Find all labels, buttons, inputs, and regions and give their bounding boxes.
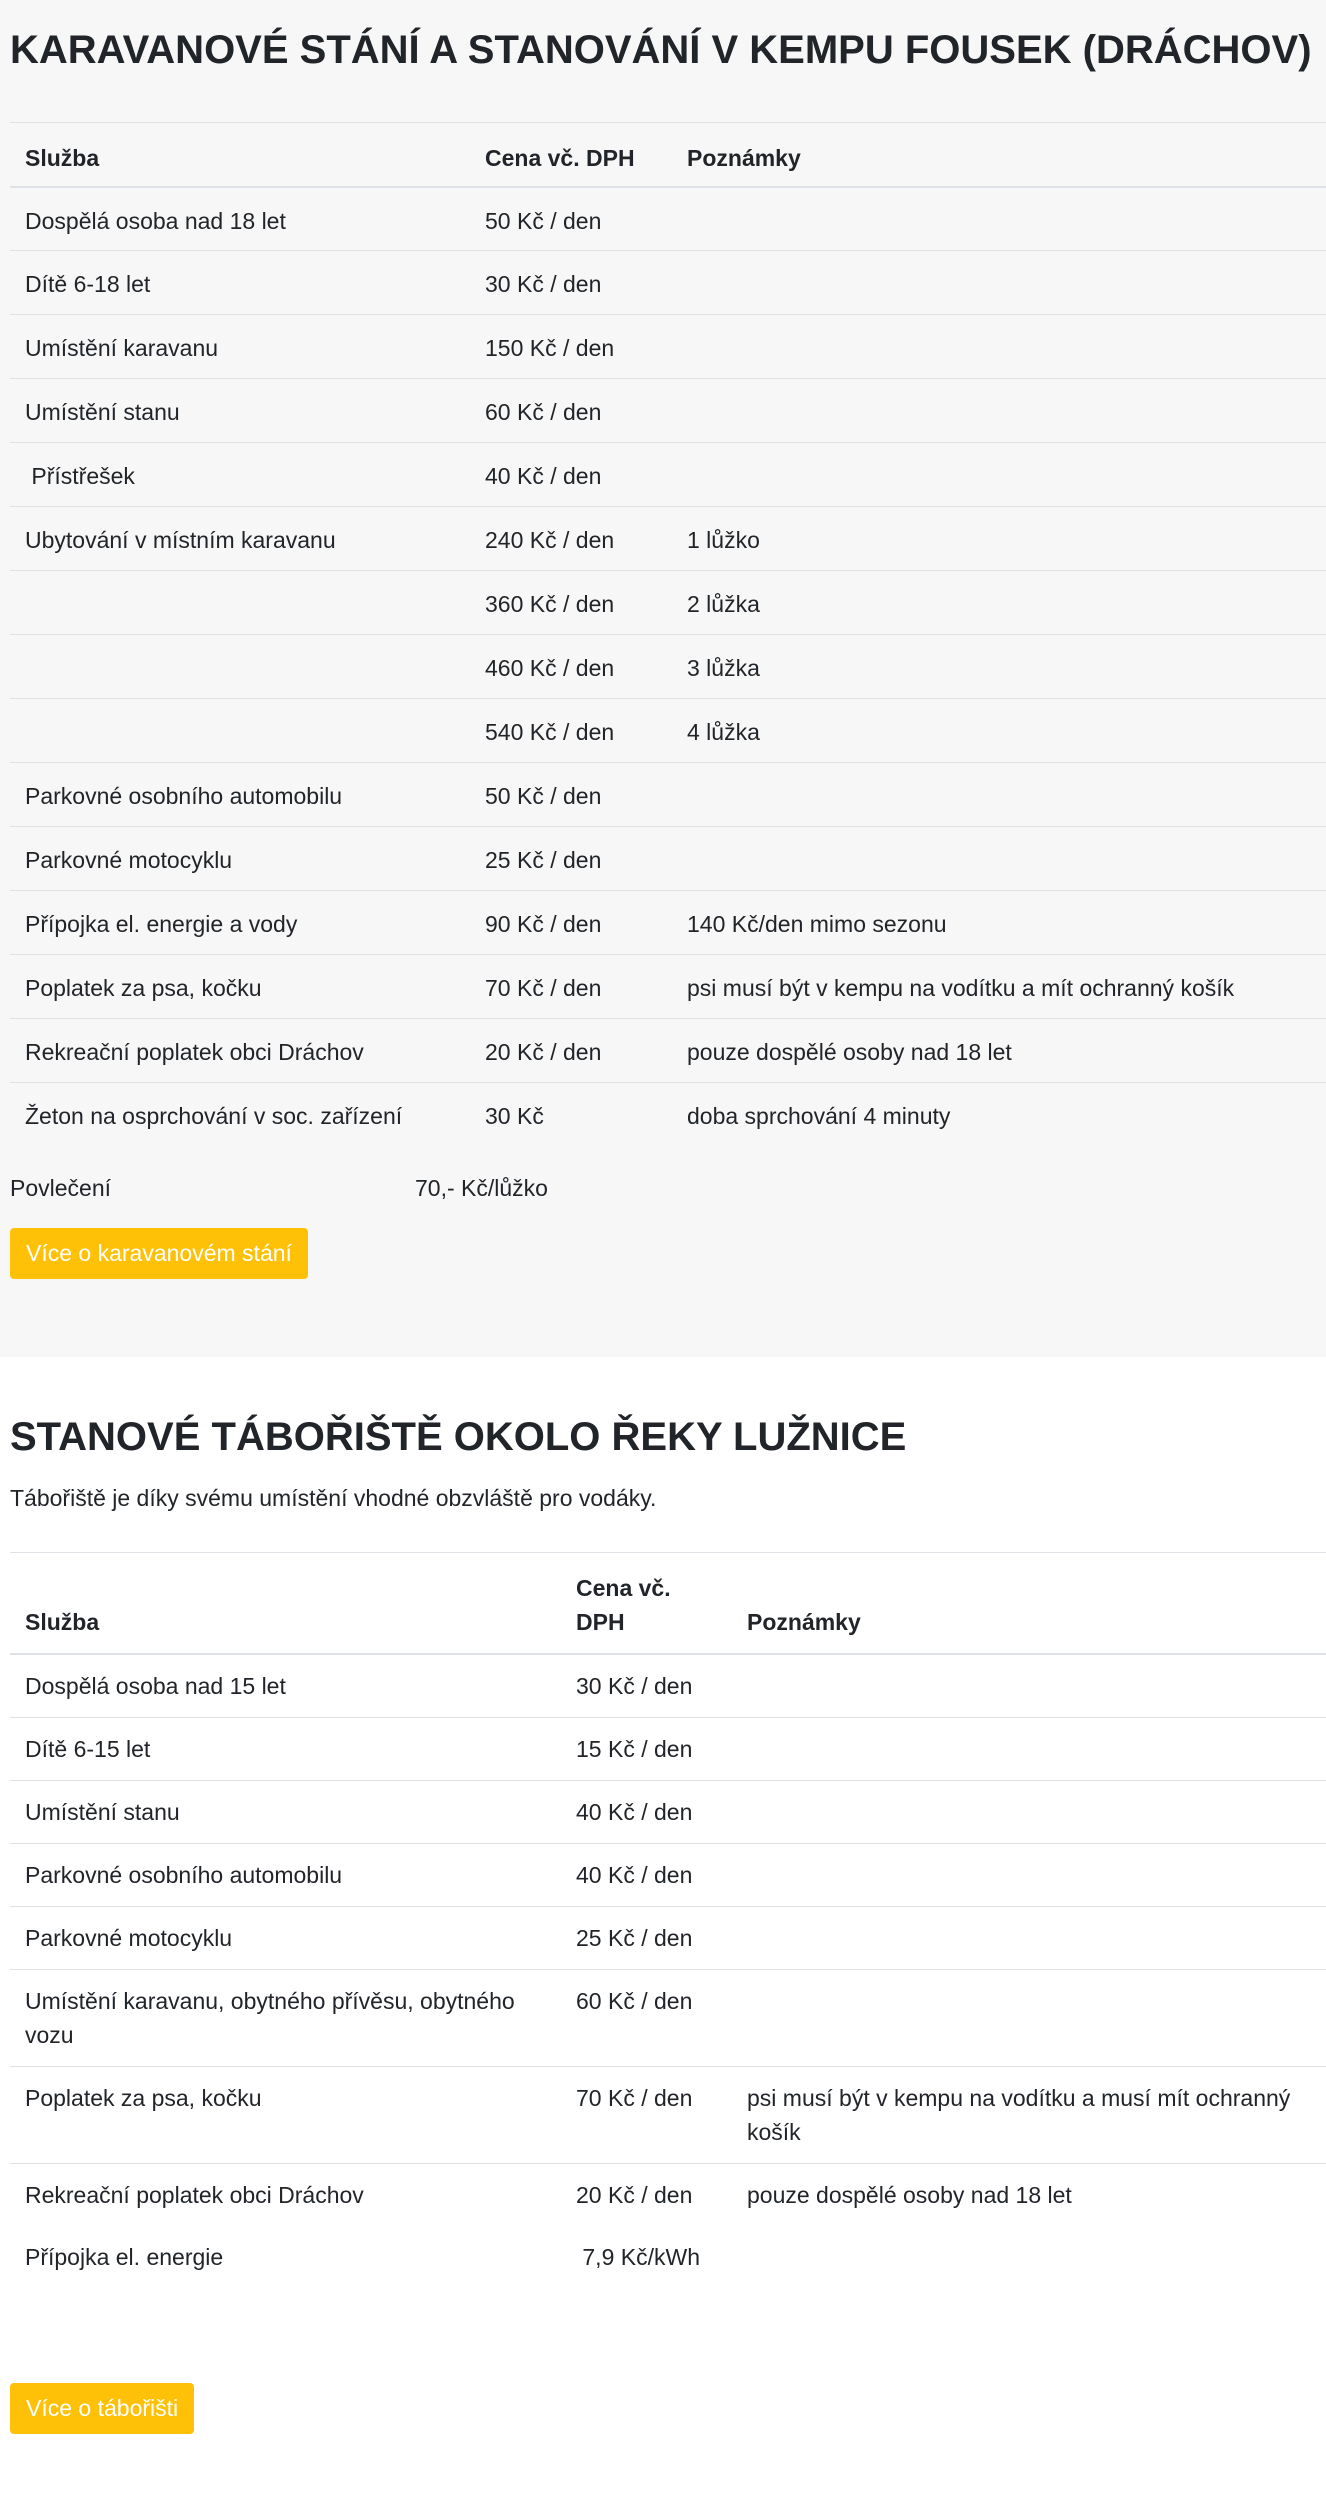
table-row [10, 187, 1326, 251]
table-row [10, 827, 1326, 891]
cell-note [672, 827, 1326, 891]
header-service: Služba [10, 1553, 561, 1655]
cell-service: Parkovné osobního automobilu [10, 763, 470, 827]
table-row [10, 699, 1326, 763]
cell-price: 150 Kč / den [470, 315, 672, 379]
cell-note [672, 315, 1326, 379]
cell-note [672, 443, 1326, 507]
cell-price: 30 Kč [470, 1083, 672, 1147]
table-row [10, 1019, 1326, 1083]
cell-note: pouze dospělé osoby nad 18 let [732, 2164, 1326, 2227]
table-row [10, 891, 1326, 955]
cell-service: Umístění karavanu [10, 315, 470, 379]
cell-note: pouze dospělé osoby nad 18 let [672, 1019, 1326, 1083]
table-header-row [10, 123, 1326, 187]
cell-service [10, 635, 470, 699]
cell-price: 60 Kč / den [561, 1970, 732, 2067]
cell-price: 60 Kč / den [470, 379, 672, 443]
tent-camp-subtitle: Tábořiště je díky svému umístění vhodné obzvláště pro vodáky. [10, 1485, 657, 1511]
cell-service: Žeton na osprchování v soc. zařízení [10, 1083, 470, 1147]
cell-note [732, 1970, 1326, 2067]
header-price: Cena vč. DPH [470, 123, 672, 187]
cell-note [732, 1781, 1326, 1844]
cell-price: 90 Kč / den [470, 891, 672, 955]
electricity-label: Přípojka el. energie [25, 2244, 224, 2270]
table-row [10, 2067, 1326, 2164]
cell-price: 15 Kč / den [561, 1718, 732, 1781]
cell-service [10, 571, 470, 635]
header-notes: Poznámky [672, 123, 1326, 187]
caravan-section-title: KARAVANOVÉ STÁNÍ A STANOVÁNÍ V KEMPU FOUSEK (DRÁCHOV) [10, 28, 1312, 72]
cell-note: doba sprchování 4 minuty [672, 1083, 1326, 1147]
cell-service: Dospělá osoba nad 15 let [10, 1654, 561, 1718]
table-row [10, 571, 1326, 635]
cell-note: psi musí být v kempu na vodítku a mít ochranný košík [672, 955, 1326, 1019]
cell-note [732, 1718, 1326, 1781]
cell-price: 240 Kč / den [470, 507, 672, 571]
cell-service: Umístění stanu [10, 1781, 561, 1844]
electricity-price: 7,9 Kč/kWh [576, 2244, 700, 2270]
cell-note [732, 1844, 1326, 1907]
table-row [10, 1781, 1326, 1844]
caravan-price-table [10, 122, 1326, 1147]
cell-service: Parkovné motocyklu [10, 1907, 561, 1970]
cell-note [672, 251, 1326, 315]
cell-note: 4 lůžka [672, 699, 1326, 763]
linen-price: 70,- Kč/lůžko [415, 1175, 548, 1201]
cell-price: 30 Kč / den [561, 1654, 732, 1718]
table-row [10, 1907, 1326, 1970]
header-price-label: Cena vč. DPH [576, 1575, 671, 1635]
cell-service: Rekreační poplatek obci Dráchov [10, 2164, 561, 2227]
cell-price: 30 Kč / den [470, 251, 672, 315]
cell-service [10, 699, 470, 763]
more-caravan-button[interactable]: Více o karavanovém stání [10, 1228, 308, 1279]
cell-note: 3 lůžka [672, 635, 1326, 699]
cell-service: Poplatek za psa, kočku [10, 2067, 561, 2164]
cell-service: Umístění stanu [10, 379, 470, 443]
cell-service: Poplatek za psa, kočku [10, 955, 470, 1019]
cell-price: 20 Kč / den [470, 1019, 672, 1083]
cell-price: 70 Kč / den [561, 2067, 732, 2164]
cell-note [672, 379, 1326, 443]
table-row [10, 251, 1326, 315]
cell-price: 40 Kč / den [470, 443, 672, 507]
table-row [10, 1718, 1326, 1781]
linen-label: Povlečení [10, 1175, 112, 1201]
cell-service: Dítě 6-15 let [10, 1718, 561, 1781]
cell-note [672, 763, 1326, 827]
header-price [561, 1553, 732, 1655]
cell-price: 50 Kč / den [470, 763, 672, 827]
table-row [10, 443, 1326, 507]
table-row [10, 1083, 1326, 1147]
cell-price: 20 Kč / den [561, 2164, 732, 2227]
cell-note: 140 Kč/den mimo sezonu [672, 891, 1326, 955]
table-row [10, 763, 1326, 827]
table-row [10, 1844, 1326, 1907]
cell-note: 2 lůžka [672, 571, 1326, 635]
cell-service: Dítě 6-18 let [10, 251, 470, 315]
table-row [10, 955, 1326, 1019]
cell-service: Parkovné motocyklu [10, 827, 470, 891]
table-row [10, 507, 1326, 571]
cell-note [732, 1654, 1326, 1718]
cell-service: Parkovné osobního automobilu [10, 1844, 561, 1907]
table-row [10, 635, 1326, 699]
cell-price: 40 Kč / den [561, 1844, 732, 1907]
cell-price: 70 Kč / den [470, 955, 672, 1019]
header-service: Služba [10, 123, 470, 187]
cell-price: 25 Kč / den [470, 827, 672, 891]
cell-note [732, 1907, 1326, 1970]
cell-price: 40 Kč / den [561, 1781, 732, 1844]
table-row [10, 1970, 1326, 2067]
table-row [10, 1654, 1326, 1718]
cell-note: psi musí být v kempu na vodítku a musí mít ochranný košík [732, 2067, 1326, 2164]
cell-price: 25 Kč / den [561, 1907, 732, 1970]
cell-service: Umístění karavanu, obytného přívěsu, obytného vozu [10, 1970, 561, 2067]
cell-service: Přístřešek [10, 443, 470, 507]
table-row [10, 315, 1326, 379]
cell-price: 50 Kč / den [470, 187, 672, 251]
cell-price: 360 Kč / den [470, 571, 672, 635]
cell-service: Rekreační poplatek obci Dráchov [10, 1019, 470, 1083]
tent-camp-price-table [10, 1552, 1326, 2226]
cell-service: Dospělá osoba nad 18 let [10, 187, 470, 251]
table-row [10, 379, 1326, 443]
header-notes: Poznámky [732, 1553, 1326, 1655]
cell-note: 1 lůžko [672, 507, 1326, 571]
table-row [10, 2164, 1326, 2227]
tent-camp-title: STANOVÉ TÁBOŘIŠTĚ OKOLO ŘEKY LUŽNICE [10, 1415, 907, 1459]
more-tent-camp-button[interactable]: Více o tábořišti [10, 2383, 194, 2434]
cell-price: 540 Kč / den [470, 699, 672, 763]
cell-note [672, 187, 1326, 251]
table-header-row [10, 1553, 1326, 1655]
cell-service: Přípojka el. energie a vody [10, 891, 470, 955]
cell-price: 460 Kč / den [470, 635, 672, 699]
cell-service: Ubytování v místním karavanu [10, 507, 470, 571]
